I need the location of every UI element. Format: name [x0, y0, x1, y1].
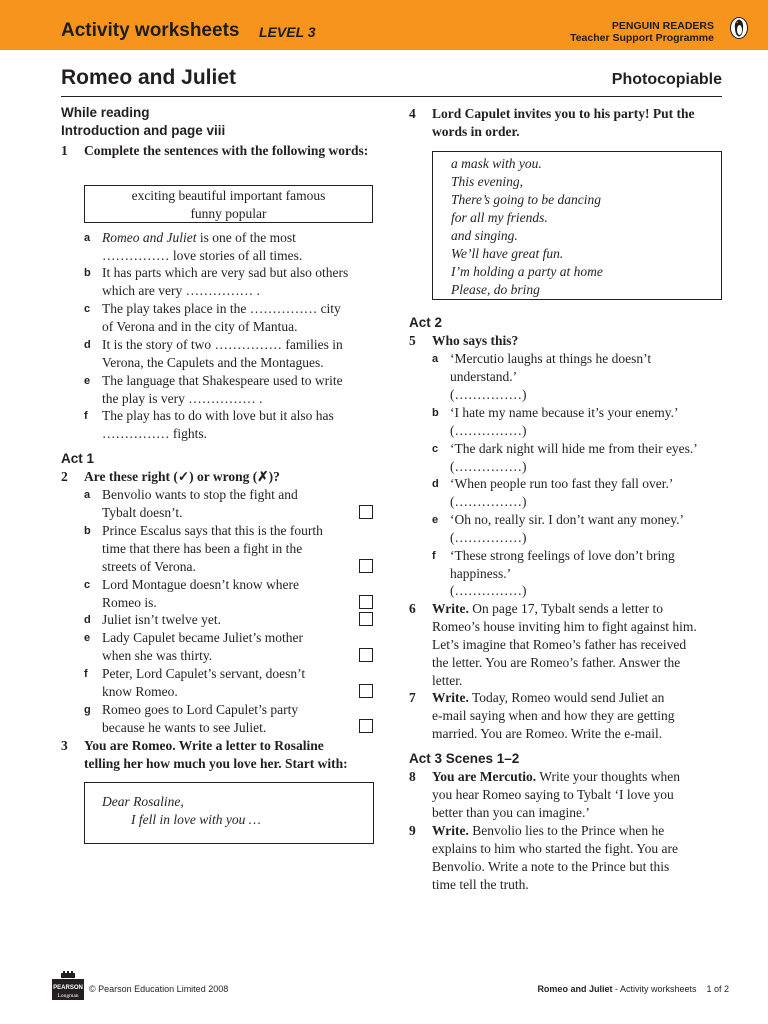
question-number: 5 [409, 333, 416, 348]
item-line: ‘These strong feelings of love don’t bring [450, 548, 675, 563]
word-line: There’s going to be dancing [451, 192, 601, 207]
q1-item-d [84, 336, 374, 372]
item-line: It has parts which are very sad but also others [102, 265, 349, 280]
item-line: Peter, Lord Capulet’s servant, doesn’t [102, 666, 306, 681]
question-number: 8 [409, 769, 416, 784]
question-line: the letter. You are Romeo’s father. Answer the [432, 655, 681, 670]
footer-suffix: - Activity worksheets 1 of 2 [612, 984, 729, 994]
q1-item-f [84, 407, 374, 443]
item-line: when she was thirty. [102, 648, 213, 663]
question-line: You are Romeo. Write a letter to Rosaline [84, 738, 324, 753]
word-line: a mask with you. [451, 156, 542, 171]
item-line: of Verona and in the city of Mantua. [102, 319, 298, 334]
question-label: You are Mercutio. [432, 769, 537, 784]
answer-blank[interactable]: (……………) [450, 459, 527, 474]
question-label: Write. [432, 690, 469, 705]
letter-opening: I fell in love with you … [131, 812, 261, 827]
item-line: the play is very …………… . [102, 391, 263, 406]
q2-item-f [84, 665, 354, 701]
question-line: Benvolio lies to the Prince when he [468, 823, 665, 838]
item-line: Juliet isn’t twelve yet. [102, 612, 221, 627]
q2-item-e [84, 629, 354, 665]
question-text: Complete the sentences with the following words: [84, 143, 369, 158]
item-line: Tybalt doesn’t. [102, 505, 183, 520]
question-7 [409, 689, 722, 743]
word-box [84, 185, 373, 223]
word-line: Please, do bring [451, 282, 540, 297]
question-line: time tell the truth. [432, 877, 529, 892]
item-letter: b [84, 267, 91, 279]
question-3 [61, 737, 373, 773]
question-8 [409, 768, 722, 822]
item-line: ‘I hate my name because it’s your enemy.’ [450, 405, 679, 420]
question-line: married. You are Romeo. Write the e-mail. [432, 726, 663, 741]
question-line: words in order. [432, 124, 520, 139]
item-line: happiness.’ [450, 566, 512, 581]
answer-checkbox[interactable] [359, 719, 373, 733]
question-line: e-mail saying when and how they are getting [432, 708, 675, 723]
header-level: LEVEL 3 [259, 24, 316, 40]
item-letter: a [84, 232, 91, 244]
item-letter: b [432, 407, 439, 419]
item-line: The language that Shakespeare used to write [102, 373, 343, 388]
question-line: explains to him who started the fight. You are [432, 841, 678, 856]
answer-checkbox[interactable] [359, 595, 373, 609]
letter-greeting: Dear Rosaline, [102, 794, 184, 809]
word-box-line: funny popular [190, 206, 267, 221]
q5-item-b [432, 404, 722, 422]
answer-checkbox[interactable] [359, 612, 373, 626]
question-line: Let’s imagine that Romeo’s father has received [432, 637, 687, 652]
q5-item-e [432, 511, 722, 529]
question-9 [409, 822, 722, 894]
while-reading-heading: While reading [61, 105, 150, 120]
item-line: time that there has been a fight in the [102, 541, 303, 556]
question-number: 2 [61, 469, 68, 484]
item-line: The play has to do with love but it also has [102, 408, 334, 423]
q5-item-c [432, 440, 722, 458]
item-line: …………… love stories of all times. [102, 248, 303, 263]
letter-box[interactable] [84, 782, 374, 844]
item-letter: g [84, 704, 91, 716]
word-line: for all my friends. [451, 210, 548, 225]
title-divider [61, 96, 722, 97]
answer-checkbox[interactable] [359, 505, 373, 519]
item-letter: b [84, 525, 91, 537]
item-letter: c [432, 443, 439, 455]
answer-blank[interactable]: (……………) [450, 387, 527, 402]
question-number: 7 [409, 690, 416, 705]
pearson-longman-logo-icon [52, 968, 84, 1000]
q5-item-f [432, 547, 722, 583]
brand-name: PENGUIN READERS [611, 20, 714, 32]
item-line: streets of Verona. [102, 559, 196, 574]
item-line: …………… fights. [102, 426, 208, 441]
word-line: I’m holding a party at home [451, 264, 603, 279]
word-line: This evening, [451, 174, 523, 189]
act-2-heading: Act 2 [409, 315, 443, 330]
answer-blank[interactable]: (……………) [450, 423, 527, 438]
item-emphasis: Romeo and Juliet [102, 230, 197, 245]
answer-checkbox[interactable] [359, 684, 373, 698]
question-line: On page 17, Tybalt sends a letter to [468, 601, 664, 616]
question-text: Who says this? [432, 333, 519, 348]
answer-checkbox[interactable] [359, 648, 373, 662]
item-letter: a [84, 489, 91, 501]
word-box-line: exciting beautiful important famous [131, 188, 326, 203]
question-line: Write your thoughts when [536, 769, 681, 784]
item-letter: e [84, 632, 91, 644]
item-letter: e [432, 514, 439, 526]
item-line: Romeo goes to Lord Capulet’s party [102, 702, 299, 717]
item-line: Prince Escalus says that this is the fourth [102, 523, 323, 538]
item-line: ‘Oh no, really sir. I don’t want any money.’ [450, 512, 684, 527]
item-line: Lady Capulet became Juliet’s mother [102, 630, 303, 645]
photocopiable-label: Photocopiable [611, 71, 722, 88]
question-line: Lord Capulet invites you to his party! Put the [432, 106, 695, 121]
question-label: Write. [432, 601, 469, 616]
q1-item-e [84, 372, 374, 408]
item-line: understand.’ [450, 369, 518, 384]
penguin-logo-icon [730, 17, 748, 39]
logo-text-pearson: PEARSON [53, 985, 83, 991]
question-line: you hear Romeo saying to Tybalt ‘I love you [432, 787, 674, 802]
word-line: and singing. [451, 228, 518, 243]
item-letter: f [84, 410, 88, 422]
footer-page-info [537, 984, 729, 994]
q1-item-b [84, 264, 374, 300]
word-line: We’ll have great fun. [451, 246, 564, 261]
q1-item-a [84, 229, 374, 265]
item-line: know Romeo. [102, 684, 178, 699]
item-line: which are very …………… . [102, 283, 260, 298]
question-number: 6 [409, 601, 416, 616]
answer-blank[interactable]: (……………) [450, 530, 527, 545]
q2-item-g [84, 701, 354, 737]
item-letter: a [432, 353, 439, 365]
question-1 [61, 142, 373, 178]
item-line: because he wants to see Juliet. [102, 720, 267, 735]
item-letter: c [84, 579, 91, 591]
item-letter: f [84, 668, 88, 680]
item-letter: d [84, 614, 91, 626]
item-line: Romeo is. [102, 595, 157, 610]
q5-item-a [432, 350, 722, 386]
intro-heading: Introduction and page viii [61, 123, 226, 138]
question-line: letter. [432, 673, 463, 688]
answer-blank[interactable]: (……………) [450, 583, 527, 598]
item-letter: c [84, 303, 91, 315]
item-line: Lord Montague doesn’t know where [102, 577, 299, 592]
item-line: It is the story of two …………… families in [102, 337, 343, 352]
q5-item-d [432, 475, 722, 493]
item-line: ‘When people run too fast they fall over.’ [450, 476, 674, 491]
question-line: better than you can imagine.’ [432, 805, 590, 820]
header-brand [570, 20, 714, 44]
header-title: Activity worksheets [61, 20, 240, 41]
question-line: Romeo’s house inviting him to fight against him. [432, 619, 697, 634]
question-number: 3 [61, 738, 68, 753]
question-number: 1 [61, 143, 68, 158]
question-text: Are these right (✓) or wrong (✗)? [84, 469, 280, 484]
act-3-heading: Act 3 Scenes 1–2 [409, 751, 520, 766]
question-line: Benvolio. Write a note to the Prince but this [432, 859, 670, 874]
item-letter: d [432, 478, 439, 490]
logo-text-longman: Longman [57, 993, 79, 999]
page-title: Romeo and Juliet [61, 66, 237, 89]
answer-checkbox[interactable] [359, 559, 373, 573]
question-2 [61, 468, 373, 486]
q2-item-b [84, 522, 354, 576]
item-line: ‘The dark night will hide me from their eyes.’ [450, 441, 698, 456]
programme-name: Teacher Support Programme [570, 32, 714, 44]
item-letter: d [84, 339, 91, 351]
question-6 [409, 600, 722, 690]
act-1-heading: Act 1 [61, 451, 95, 466]
q1-item-c [84, 300, 374, 336]
question-line: Today, Romeo would send Juliet an [468, 690, 665, 705]
item-letter: f [432, 550, 436, 562]
footer-title: Romeo and Juliet [537, 984, 613, 994]
item-line: The play takes place in the …………… city [102, 301, 341, 316]
question-number: 4 [409, 106, 416, 121]
scrambled-words-box [432, 151, 722, 300]
question-label: Write. [432, 823, 469, 838]
item-line: Benvolio wants to stop the fight and [102, 487, 298, 502]
question-number: 9 [409, 823, 416, 838]
question-5 [409, 332, 722, 350]
question-line: telling her how much you love her. Start with: [84, 756, 348, 771]
item-line: Verona, the Capulets and the Montagues. [102, 355, 324, 370]
item-line: is one of the most [196, 230, 296, 245]
item-line: ‘Mercutio laughs at things he doesn’t [450, 351, 652, 366]
q2-item-d [84, 611, 354, 629]
item-letter: e [84, 375, 91, 387]
answer-blank[interactable]: (……………) [450, 494, 527, 509]
q2-item-c [84, 576, 354, 612]
question-4 [409, 105, 722, 141]
footer-copyright: © Pearson Education Limited 2008 [89, 984, 229, 994]
q2-item-a [84, 486, 354, 522]
